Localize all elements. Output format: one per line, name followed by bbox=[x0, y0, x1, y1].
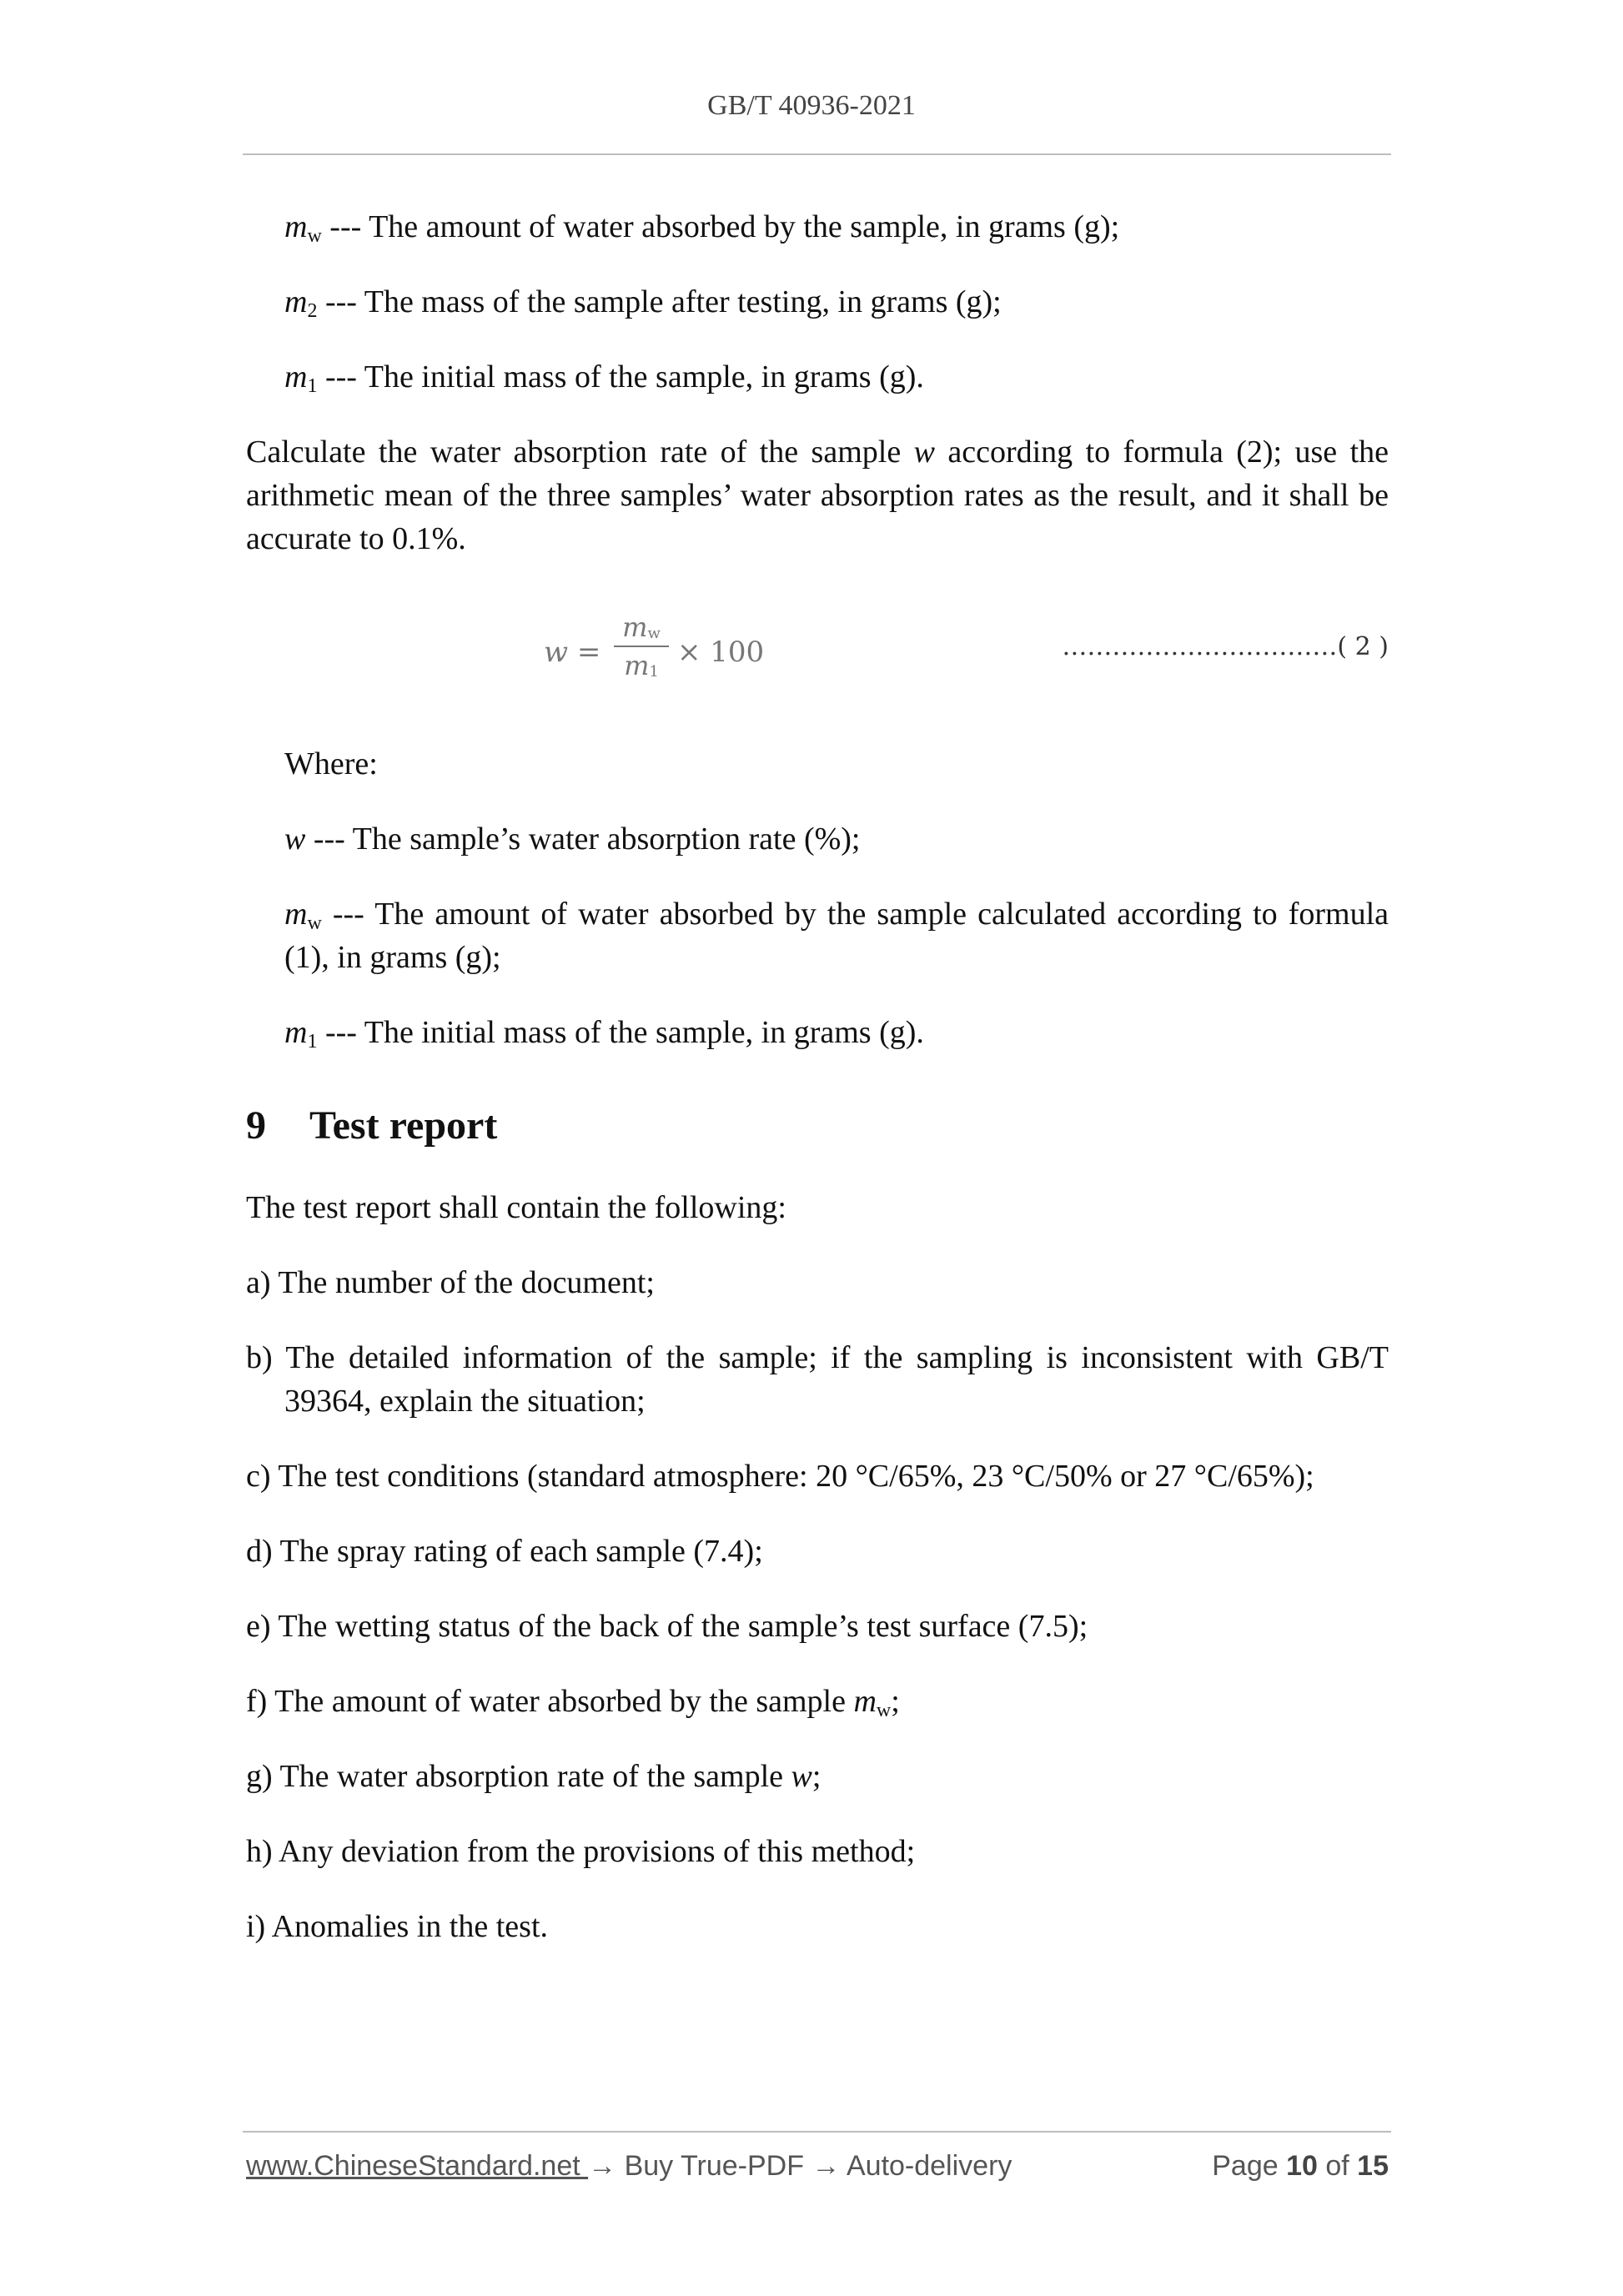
page-content bbox=[246, 205, 1389, 1980]
section-heading bbox=[246, 1104, 1389, 1148]
of-label: of bbox=[1317, 2150, 1358, 2182]
arrow-right-icon: → bbox=[812, 2150, 841, 2182]
formula-denominator bbox=[614, 649, 669, 682]
definition-text: --- The mass of the sample after testing, in grams (g); bbox=[317, 284, 1002, 319]
buy-true-pdf-text: Buy True-PDF bbox=[616, 2150, 812, 2182]
definition-mw bbox=[246, 205, 1389, 249]
website-link[interactable]: www.ChineseStandard.net bbox=[246, 2150, 589, 2182]
item-punct: ; bbox=[812, 1759, 822, 1794]
definition-m1 bbox=[246, 355, 1389, 399]
denominator-subscript: 1 bbox=[649, 663, 659, 681]
calc-text-after: according to formula (2); use the arithmetic mean of the three samples’ water absorption rates as the result, and it shall be accurate to 0.1%. bbox=[246, 435, 1389, 556]
definition-text: --- The amount of water absorbed by the sample, in grams (g); bbox=[321, 209, 1120, 244]
list-item-h: h) Any deviation from the provisions of this method; bbox=[246, 1834, 916, 1869]
symbol-w: w bbox=[791, 1759, 812, 1794]
page-indicator bbox=[1212, 2150, 1389, 2183]
subscript: 1 bbox=[307, 1031, 318, 1053]
subscript: w bbox=[876, 1700, 892, 1721]
symbol-m: m bbox=[284, 359, 308, 394]
calculation-paragraph bbox=[246, 430, 1389, 560]
list-item-f bbox=[246, 1680, 1389, 1723]
header-rule bbox=[243, 153, 1391, 155]
section-number: 9 bbox=[246, 1103, 266, 1148]
numerator-symbol: m bbox=[622, 611, 648, 643]
document-header: GB/T 40936-2021 bbox=[707, 90, 916, 121]
where-m1 bbox=[246, 1011, 1389, 1054]
symbol-m: m bbox=[284, 897, 308, 932]
report-intro: The test report shall contain the following: bbox=[246, 1190, 786, 1225]
section-title: Test report bbox=[309, 1103, 498, 1148]
symbol-m: m bbox=[284, 1015, 308, 1050]
arrow-right-icon: → bbox=[588, 2150, 617, 2182]
subscript: 1 bbox=[307, 375, 318, 397]
formula-number: ……………………………( 2 ) bbox=[1062, 632, 1389, 661]
where-w bbox=[246, 817, 1389, 861]
list-item-e: e) The wetting status of the back of the sample’s test surface (7.5); bbox=[246, 1609, 1088, 1644]
item-text: g) The water absorption rate of the sample bbox=[246, 1759, 791, 1794]
page-footer bbox=[246, 2150, 1389, 2193]
item-punct: ; bbox=[891, 1684, 900, 1719]
auto-delivery-text: Auto-delivery bbox=[840, 2150, 1012, 2182]
symbol-w: w bbox=[284, 821, 306, 857]
subscript: w bbox=[307, 225, 322, 247]
list-item-d: d) The spray rating of each sample (7.4); bbox=[246, 1534, 763, 1569]
symbol-m: m bbox=[284, 284, 308, 319]
fraction-bar bbox=[614, 646, 669, 647]
footer-links bbox=[246, 2150, 1012, 2183]
denominator-symbol: m bbox=[624, 650, 650, 681]
formula-rhs: × 100 bbox=[677, 636, 765, 669]
page-number: 10 bbox=[1286, 2150, 1318, 2182]
formula-2 bbox=[246, 592, 1389, 709]
numerator-subscript: w bbox=[647, 625, 661, 642]
symbol-m: m bbox=[853, 1684, 877, 1719]
calc-text-before: Calculate the water absorption rate of the sample bbox=[246, 435, 914, 470]
page-total: 15 bbox=[1357, 2150, 1389, 2182]
symbol-w: w bbox=[913, 435, 935, 470]
formula-lhs: w = bbox=[544, 636, 601, 669]
formula-fraction bbox=[614, 610, 669, 682]
page-label: Page bbox=[1212, 2150, 1287, 2182]
definition-text: --- The amount of water absorbed by the sample calculated according to formula (1), in grams (g); bbox=[284, 897, 1389, 975]
formula-numerator bbox=[614, 610, 669, 644]
list-item-i: i) Anomalies in the test. bbox=[246, 1909, 549, 1944]
definition-text: --- The initial mass of the sample, in grams (g). bbox=[317, 359, 924, 394]
symbol-m: m bbox=[284, 209, 308, 244]
list-item-a: a) The number of the document; bbox=[246, 1265, 655, 1300]
subscript: w bbox=[307, 912, 322, 934]
list-item-g bbox=[246, 1755, 1389, 1798]
where-mw bbox=[246, 892, 1389, 979]
list-item-b: b) The detailed information of the sample; if the sampling is inconsistent with GB/T 39364, explain the situation; bbox=[246, 1340, 1389, 1419]
where-label: Where: bbox=[284, 746, 378, 781]
footer-rule bbox=[243, 2131, 1391, 2133]
list-item-c: c) The test conditions (standard atmosphere: 20 °C/65%, 23 °C/50% or 27 °C/65%); bbox=[246, 1459, 1314, 1494]
subscript: 2 bbox=[307, 300, 318, 322]
definition-text: --- The initial mass of the sample, in grams (g). bbox=[317, 1015, 924, 1050]
definition-m2 bbox=[246, 280, 1389, 324]
definition-text: --- The sample’s water absorption rate (%); bbox=[305, 821, 861, 857]
item-text: f) The amount of water absorbed by the sample bbox=[246, 1684, 854, 1719]
